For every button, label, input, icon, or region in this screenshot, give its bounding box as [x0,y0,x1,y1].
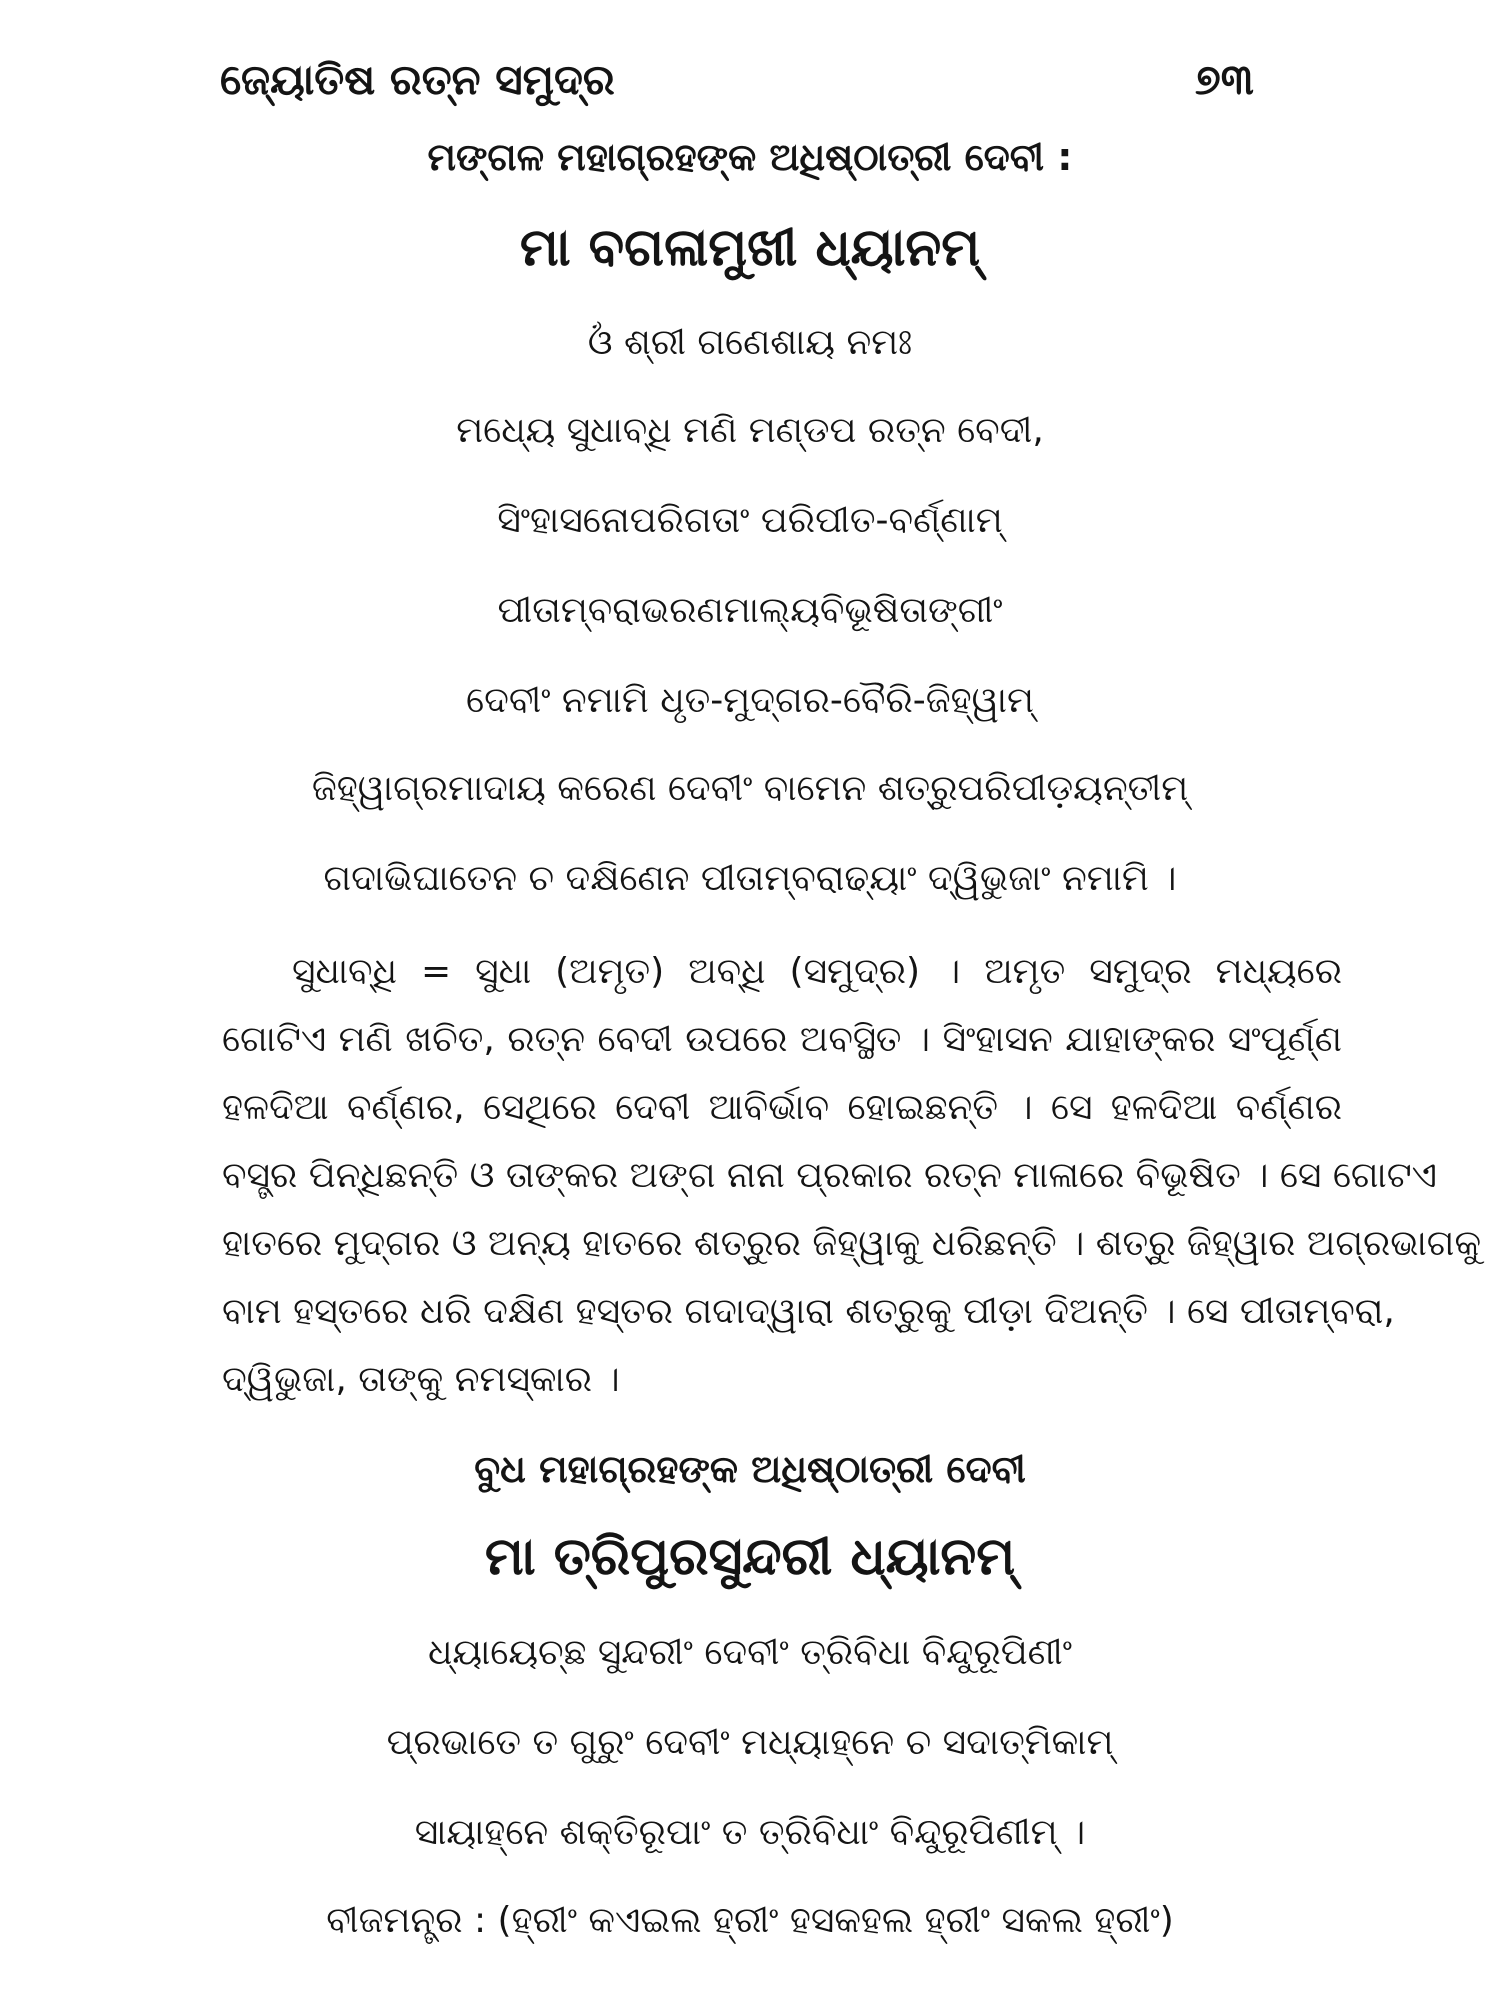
paragraph-line: ସୁଧାବ୍ଧି = ସୁଧା (ଅମୃତ) ଅବ୍ଧି (ସମୁଦ୍ର) । ଅମୃତ ସମୁଦ୍ର ମଧ୍ୟରେ [292,951,1342,992]
verse-line-2: ପ୍ରଭାତେ ତ ଗୁରୁଂ ଦେବୀଂ ମଧ୍ୟାହ୍ନେ ଚ ସଦାତ୍ମିକାମ୍ [386,1722,1114,1763]
verse-line-6: ଗଦାଭିଘାତେନ ଚ ଦକ୍ଷିଣେନ ପୀତାମ୍ବରାଢ୍ୟାଂ ଦ୍ୱିଭୁଜାଂ ନମାମି । [323,858,1177,899]
paragraph-line: ବାମ ହସ୍ତରେ ଧରି ଦକ୍ଷିଣ ହସ୍ତର ଗଦାଦ୍ୱାରା ଶତ୍ରୁକୁ ପୀଡ଼ା ଦିଅନ୍ତି । ସେ ପୀତାମ୍ବରା, [222,1291,1395,1332]
verse-line-3: ପୀତାମ୍ବରାଭରଣମାଲ୍ୟବିଭୂଷିତାଙ୍ଗୀଂ [497,590,1003,631]
paragraph-line: ହଳଦିଆ ବର୍ଣ୍ଣର, ସେଥିରେ ଦେବୀ ଆବିର୍ଭାବ ହୋଇଛନ୍ତି । ସେ ହଳଦିଆ ବର୍ଣ୍ଣର [222,1087,1342,1128]
verse-line-2: ସିଂହାସନୋପରିଗତାଂ ପରିପୀତ-ବର୍ଣ୍ଣାମ୍ [497,500,1003,541]
explanation-paragraph [222,938,1482,1414]
verse-line-1: ମଧ୍ୟେ ସୁଧାବ୍ଧି ମଣି ମଣ୍ଡପ ରତ୍ନ ବେଦୀ, [456,410,1044,451]
paragraph-line: ଗୋଟିଏ ମଣି ଖଚିତ, ରତ୍ନ ବେଦୀ ଉପରେ ଅବସ୍ଥିତ । ସିଂହାସନ ଯାହାଙ୍କର ସଂପୂର୍ଣ୍ଣ [222,1019,1342,1060]
verse-line-3: ସାୟାହ୍ନେ ଶକ୍ତିରୂପାଂ ତ ତ୍ରିବିଧାଂ ବିନ୍ଦୁରୂପିଣୀମ୍ । [414,1812,1086,1853]
paragraph-line: ହାତରେ ମୁଦ୍‌ଗର ଓ ଅନ୍ୟ ହାତରେ ଶତ୍ରୁର ଜିହ୍ୱାକୁ ଧରିଛନ୍ତି । ଶତ୍ରୁ ଜିହ୍ୱାର ଅଗ୍ରଭାଗକୁ [222,1223,1482,1264]
section2-subheading: ବୁଧ ମହାଗ୍ରହଙ୍କ ଅଧିଷ୍ଠାତ୍ରୀ ଦେବୀ [474,1447,1026,1491]
page-number: ୭୩ [1195,55,1254,104]
paragraph-line: ବସ୍ତ୍ର ପିନ୍ଧିଛନ୍ତି ଓ ତାଙ୍କର ଅଙ୍ଗ ନାନା ପ୍ରକାର ରତ୍ନ ମାଳାରେ ବିଭୂଷିତ । ସେ ଗୋଟଏ [222,1155,1437,1196]
section2-title: ମା ତ୍ରିପୁରସୁନ୍ଦରୀ ଧ୍ୟାନମ୍ [484,1527,1016,1587]
verse-line-1: ଧ୍ୟାୟେଚ୍ଛ ସୁନ୍ଦରୀଂ ଦେବୀଂ ତ୍ରିବିଧା ବିନ୍ଦୁରୂପିଣୀଂ [428,1632,1072,1673]
verse-line-4: ଦେବୀଂ ନମାମି ଧୃତ-ମୁଦ୍‌ଗର-ବୈରି-ଜିହ୍ୱାମ୍ [466,680,1034,721]
bija-mantra: ବୀଜମନ୍ତ୍ର : (ହ୍ରୀଂ କଏଇଲ ହ୍ରୀଂ ହସକହଲ ହ୍ରୀଂ ସକଲ ହ୍ରୀଂ) [326,1900,1174,1941]
verse-invocation: ଓଁ ଶ୍ରୀ ଗଣେଶାୟ ନମଃ [587,322,913,363]
section1-subheading: ମଙ୍ଗଳ ମହାଗ୍ରହଙ୍କ ଅଧିଷ୍ଠାତ୍ରୀ ଦେବୀ : [427,135,1073,179]
verse-line-5: ଜିହ୍ୱାଗ୍ରମାଦାୟ କରେଣ ଦେବୀଂ ବାମେନ ଶତ୍ରୁପରିପୀଡ଼ୟନ୍ତୀମ୍ [311,768,1189,809]
running-header-book-title: ଜ୍ୟୋତିଷ ରତ୍ନ ସମୁଦ୍ର [220,55,615,104]
section1-title: ମା ବଗଳାମୁଖୀ ଧ୍ୟାନମ୍ [519,218,981,278]
paragraph-line: ଦ୍ୱିଭୁଜା, ତାଙ୍କୁ ନମସ୍କାର । [222,1359,620,1400]
